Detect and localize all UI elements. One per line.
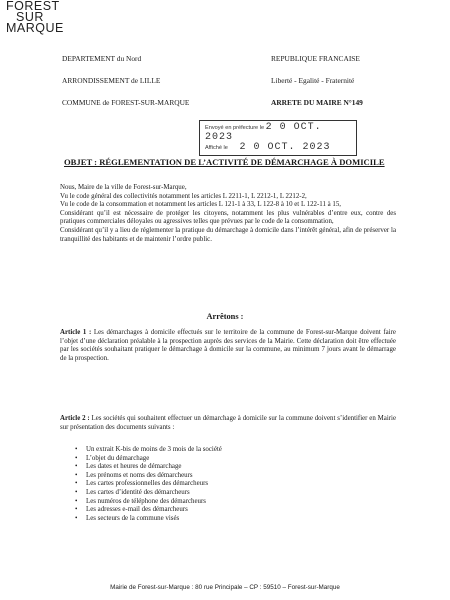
header-commune: COMMUNE de FOREST-SUR-MARQUE <box>62 98 190 107</box>
stamp-prefecture-label: Envoyé en préfecture le <box>205 125 265 131</box>
preamble <box>60 184 396 244</box>
list-item: • Les prénoms et noms des démarcheurs <box>72 472 372 481</box>
footer-address: Mairie de Forest-sur-Marque : 80 rue Principale – CP : 59510 – Forest-sur-Marque <box>110 584 340 591</box>
arretons-heading: Arrêtons : <box>206 312 244 321</box>
list-item: • Les adresses e-mail des démarcheurs <box>72 506 372 515</box>
list-item: • L’objet du démarchage <box>72 455 372 464</box>
article-2-label: Article 2 : <box>60 415 90 422</box>
header-department: DEPARTEMENT du Nord <box>62 54 142 63</box>
list-item: • Les numéros de téléphone des démarcheurs <box>72 498 372 507</box>
page-title <box>64 157 385 167</box>
stamp-line-prefecture <box>205 123 350 143</box>
header-motto: Liberté - Egalité - Fraternité <box>271 76 355 85</box>
preamble-line-3: Vu le code de la consommation et notamment les articles L 121-1 à 33, L 122-8 à 10 et L 122-11 à 15, <box>60 201 341 209</box>
list-item: • Les cartes professionnelles des démarcheurs <box>72 480 372 489</box>
preamble-line-4: Considérant qu’il est nécessaire de protéger les citoyens, notamment les plus vulnérables d’entre eux, contre des pratiques commerciales déloyales ou agressives telles que prévues par le code de la consommation, <box>60 209 396 226</box>
town-logo <box>6 0 64 35</box>
documents-list <box>72 446 372 523</box>
stamp-posted-date: 2 0 OCT. 2023 <box>239 142 331 153</box>
preamble-line-5: Considérant qu’il y a lieu de réglementer la pratique du démarchage à domicile dans l’intérêt général, afin de préserver la tranquillité des habitants et de maintenir l’ordre public. <box>60 226 396 243</box>
list-item: • Les secteurs de la commune visés <box>72 515 372 524</box>
list-item: • Les dates et heures de démarchage <box>72 463 372 472</box>
logo-line-1: FOREST <box>6 0 60 13</box>
header-decree-number: ARRETE DU MAIRE N°149 <box>271 98 363 107</box>
list-item: • Les cartes d’identité des démarcheurs <box>72 489 372 498</box>
preamble-line-1: Nous, Maire de la ville de Forest-sur-Marque, <box>60 184 187 191</box>
article-2-text: Les sociétés qui souhaitent effectuer un démarchage à domicile sur la commune doivent s’identifier en Mairie sur présentation des documents suivants : <box>60 415 397 431</box>
header-arrondissement: ARRONDISSEMENT de LILLE <box>62 76 161 85</box>
logo-line-2: SUR <box>16 10 44 24</box>
article-1-label: Article 1 : <box>60 329 92 336</box>
article-1-text: Les démarchages à domicile effectués sur le territoire de la commune de Forest-sur-Marque doivent faire l’objet d’une déclaration préalable à la prospection auprès des services de la Mairie. Cette déclaration doit être effectuée par les sociétés souhaitant pratiquer le démarchage à domicile sur la commune, au minimum 7 jours avant le démarrage de la prospection. <box>60 329 396 362</box>
logo-line-3: MARQUE <box>6 21 64 35</box>
article-2 <box>60 415 396 432</box>
stamp-posted-label: Affiché le <box>205 145 228 151</box>
preamble-line-2: Vu le code général des collectivités notamment les articles L 2211-1, L 2212-1, L 2212-2, <box>60 192 307 200</box>
list-item: • Un extrait K-bis de moins de 3 mois de la société <box>72 446 372 455</box>
stamp-line-posted <box>205 143 350 153</box>
article-1 <box>60 329 396 363</box>
reception-stamp <box>199 120 357 156</box>
header-republic: REPUBLIQUE FRANCAISE <box>271 54 360 63</box>
stamp-prefecture-date: 2 0 OCT. 2023 <box>205 122 322 143</box>
title-text: RÉGLEMENTATION DE L’ACTIVITÉ DE DÉMARCHAGE À DOMICILE <box>97 157 385 167</box>
title-prefix: OBJET : <box>64 157 98 167</box>
